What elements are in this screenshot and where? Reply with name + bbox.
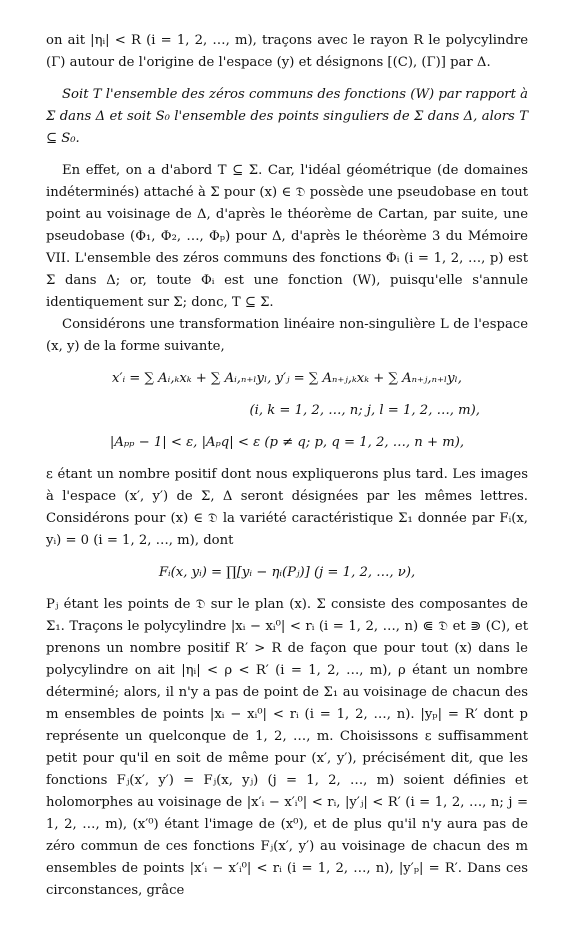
proof-paragraph: En effet, on a d'abord T ⊆ Σ. Car, l'idéal géométrique (de domaines indéterminés) attaché à Σ pour (x) ∈ 𝔇 possède une pseudobase en tout point au voisinage de Δ, d'après le théorème de Cartan, par suite, une pseudobase (Φ₁, Φ₂, …, Φₚ) pour Δ, d'après le théorème 3 du Mémoire VII. L'ensemble des zéros communs des fonctions Φᵢ (i = 1, 2, …, p) est Σ dans Δ; or, toute Φᵢ est une fonction (W), puisqu'elle s'annule identiquement sur Σ; donc, T ⊆ Σ. bbox=[46, 163, 528, 310]
equation-characteristic-variety: Fᵢ(x, yᵢ) = ∏[yᵢ − ηᵢ(Pⱼ)] (j = 1, 2, …, ν), bbox=[158, 565, 416, 580]
theorem-statement: Soit T l'ensemble des zéros communs des fonctions (W) par rapport à Σ dans Δ et soit S₀ l'ensemble des points singuliers de Σ dans Δ, alors T ⊆ S₀. bbox=[46, 87, 528, 146]
paragraph-polycylinder: Pⱼ étant les points de 𝔇 sur le plan (x). Σ consiste des composantes de Σ₁. Traçons le polycylindre |xᵢ − xᵢ⁰| < rᵢ (i = 1, 2, …, n) ⋐ 𝔇 et ⋑ (C), et prenons un nombre positif R′ > R de façon que pour tout (x) dans le polycylindre on ait |ηᵢ| < ρ < R′ (i = 1, 2, …, m), ρ étant un nombre déterminé; alors, il n'y a pas de point de Σ₁ au voisinage de chacun des m ensembles de points |xᵢ − xᵢ⁰| < rᵢ (i = 1, 2, …, n). |yₚ| = R′ dont p représente un quelconque de 1, 2, …, m. Choisissons ε suffisamment petit pour qu'il en soit de même pour (x′, y′), précisément dit, que les fonctions Fⱼ(x′, y′) = Fⱼ(x, yⱼ) (j = 1, 2, …, m) soient définies et holomorphes au voisinage de |x′ᵢ − x′ᵢ⁰| < rᵢ, |y′ⱼ| < R′ (i = 1, 2, …, n; j = 1, 2, …, m), (x′⁰) étant l'image de (x⁰), et de plus qu'il n'y aura pas de zéro commun de ces fonctions Fⱼ(x′, y′) au voisinage de chacun des m ensembles de points |x′ᵢ − x′ᵢ⁰| < rᵢ (i = 1, 2, …, n), |y′ₚ| = R′. Dans ces circonstances, grâce bbox=[46, 597, 528, 898]
equation-coefficient-bounds: |Aₚₚ − 1| < ε, |Aₚq| < ε (p ≠ q; p, q = 1, 2, …, n + m), bbox=[109, 435, 465, 450]
paragraph-epsilon: ε étant un nombre positif dont nous expliquerons plus tard. Les images à l'espace (x′, y′) de Σ, Δ seront désignées par les mêmes lettres. Considérons pour (x) ∈ 𝔇 la variété caractéristique Σ₁ donnée par Fᵢ(x, yᵢ) = 0 (i = 1, 2, …, m), dont bbox=[46, 467, 528, 548]
paragraph-1: on ait |ηᵢ| < R (i = 1, 2, …, m), traçons avec le rayon R le polycylindre (Γ) autour de l'origine de l'espace (y) et désignons [(C), (Γ)] par Δ. bbox=[46, 33, 528, 70]
document-page bbox=[46, 30, 528, 902]
equation-transformation: x′ᵢ = ∑ Aᵢ,ₖxₖ + ∑ Aᵢ,ₙ₊ₗyₗ, y′ⱼ = ∑ Aₙ₊ⱼ,ₖxₖ + ∑ Aₙ₊ⱼ,ₙ₊ₗyₗ, bbox=[112, 371, 462, 386]
transformation-intro: Considérons une transformation linéaire non-singulière L de l'espace (x, y) de la forme suivante, bbox=[46, 317, 528, 354]
equation-index-range: (i, k = 1, 2, …, n; j, l = 1, 2, …, m), bbox=[249, 403, 480, 418]
